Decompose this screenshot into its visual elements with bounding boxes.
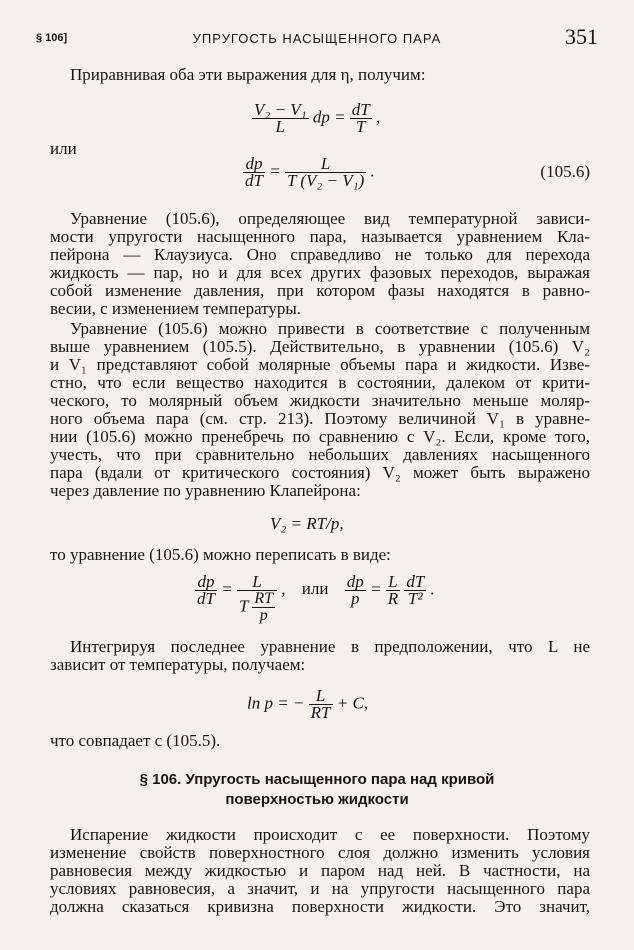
eq2-lhs-denominator: dT — [245, 171, 263, 190]
eq4-RT: RT — [254, 590, 274, 607]
p1-line: жидкость — пар, но и для всех других фазовых переходов, выражая — [50, 263, 590, 282]
eq4-L: L — [237, 574, 277, 591]
eq5-rhs: + C, — [336, 693, 369, 713]
p2-line: Уравнение (105.6) можно привести в соответствие с полученным — [70, 319, 590, 338]
equation-clapeyron: V₂ = RT/p, — [270, 514, 344, 533]
eq1-rhs-denominator: T — [356, 117, 366, 136]
eq2-lhs-numerator: dp — [243, 156, 265, 173]
eq1-denominator: L — [275, 117, 286, 136]
eq4-L-2: L — [386, 574, 400, 591]
eq1-rhs-numerator: dT — [351, 100, 370, 119]
eq4-dT-2: dT — [406, 572, 425, 591]
eq5-numerator: L — [309, 688, 333, 705]
intro-line: Приравнивая оба эти выражения для η, получим: — [70, 65, 426, 84]
equation-integrated — [247, 688, 368, 721]
eq5-denominator: RT — [310, 703, 331, 722]
p1-line: мости упругости насыщенного пара, называется уравнением Кла- — [50, 227, 590, 246]
p2-line: ческого, то молярный объем жидкости значительно меньше моляр- — [50, 391, 590, 410]
eq2-rhs-numerator: L — [285, 156, 366, 173]
p2-line: через давление по уравнению Клапейрона: — [50, 481, 361, 500]
eq4-dT: dT — [197, 589, 215, 608]
p2-line: стно, что если вещество находится в состоянии, далеком от крити- — [50, 373, 590, 392]
equation-1: $\frac{\text{V₂ − V₁}}{L}$ dp = $\frac{dT}{T}$ , — [254, 100, 381, 136]
eq4-p-2: p — [350, 589, 360, 608]
eq1-numerator: V₂ − V₁ — [254, 100, 307, 119]
p1-line: Уравнение (105.6), определяющее вид температурной зависи- — [70, 209, 590, 228]
p5-line: что совпадает с (105.5). — [50, 731, 221, 750]
eq4-T2: T² — [408, 589, 423, 608]
p2-line: учесть, что при сравнительно небольших давлениях насыщенного — [50, 445, 590, 464]
p2-line: ного объема пара (см. стр. 213). Поэтому величиной V₁ в уравне- — [50, 409, 590, 428]
section-heading-line-2: поверхностью жидкости — [225, 791, 409, 808]
section-heading: § 106. Упругость насыщенного пара над кривой — [139, 771, 495, 788]
eq4-dp: dp — [195, 574, 217, 591]
p1-line: пейрона — Клаузиуса. Оно справедливо не только для перехода — [50, 245, 590, 264]
running-header — [36, 24, 598, 54]
eq4-R: R — [387, 589, 399, 608]
equation-rewritten: $\frac{dp}{dT}$ = L T $\frac{RT}{p}$ , или $\frac{dp}{p}$ = $\frac{L}{R}$ $\frac{dT}{\text{T²}}$ . — [197, 572, 435, 624]
p6-line: должна сказаться кривизна поверхности жидкости. Это значит, — [50, 897, 590, 916]
eq4-p: p — [259, 607, 268, 624]
eq4-T: T — [238, 596, 249, 616]
eq2-rhs-denominator: T (V₂ − V₁) — [286, 171, 365, 190]
p6-line: изменение свойств поверхностного слоя должно изменить условия — [50, 843, 590, 862]
p2-line: нии (105.6) можно пренебречь по сравнению с V₂. Если, кроме того, — [50, 427, 590, 446]
p1-line: собой изменение давления, при котором фазы находятся в равно- — [50, 281, 590, 300]
p2-line: и V₁ представляют собой молярные объемы пара и жидкости. Изве- — [50, 355, 590, 374]
p6-line: равновесия между жидкостью и паром над ней. В частности, на — [50, 861, 590, 880]
p3-line: то уравнение (105.6) можно переписать в виде: — [50, 545, 391, 564]
p4-line: Интегрируя последнее уравнение в предположении, что L не — [70, 637, 590, 656]
p6-line: условиях равновесия, а значит, и на упругости насыщенного пара — [50, 879, 590, 898]
eq5-lhs: ln p = − — [247, 693, 305, 713]
page-number: 351 — [565, 24, 598, 49]
equation-number: (105.6) — [540, 162, 590, 181]
ili-1: или — [50, 139, 77, 158]
eq4-ili: или — [301, 579, 329, 599]
p1-line: весии, с изменением температуры. — [50, 299, 302, 318]
p2-line: выше уравнением (105.5). Действительно, в уравнении (105.6) V₂ — [50, 337, 590, 356]
equation-105-6: $\frac{dp}{dT}$ = $\frac{L}{\text{T (V₂ − V₁)}}$ . — [245, 154, 375, 190]
p6-line: Испарение жидкости происходит с ее поверхности. Поэтому — [70, 825, 590, 844]
section-ref: § 106] — [36, 32, 68, 44]
p2-line: пара (вдали от критического состояния) V₂ может быть выражено — [50, 463, 590, 482]
eq4-dp-2: dp — [346, 572, 364, 591]
p4-line: зависит от температуры, получаем: — [50, 655, 306, 674]
running-title: УПРУГОСТЬ НАСЫЩЕННОГО ПАРА — [192, 31, 442, 46]
